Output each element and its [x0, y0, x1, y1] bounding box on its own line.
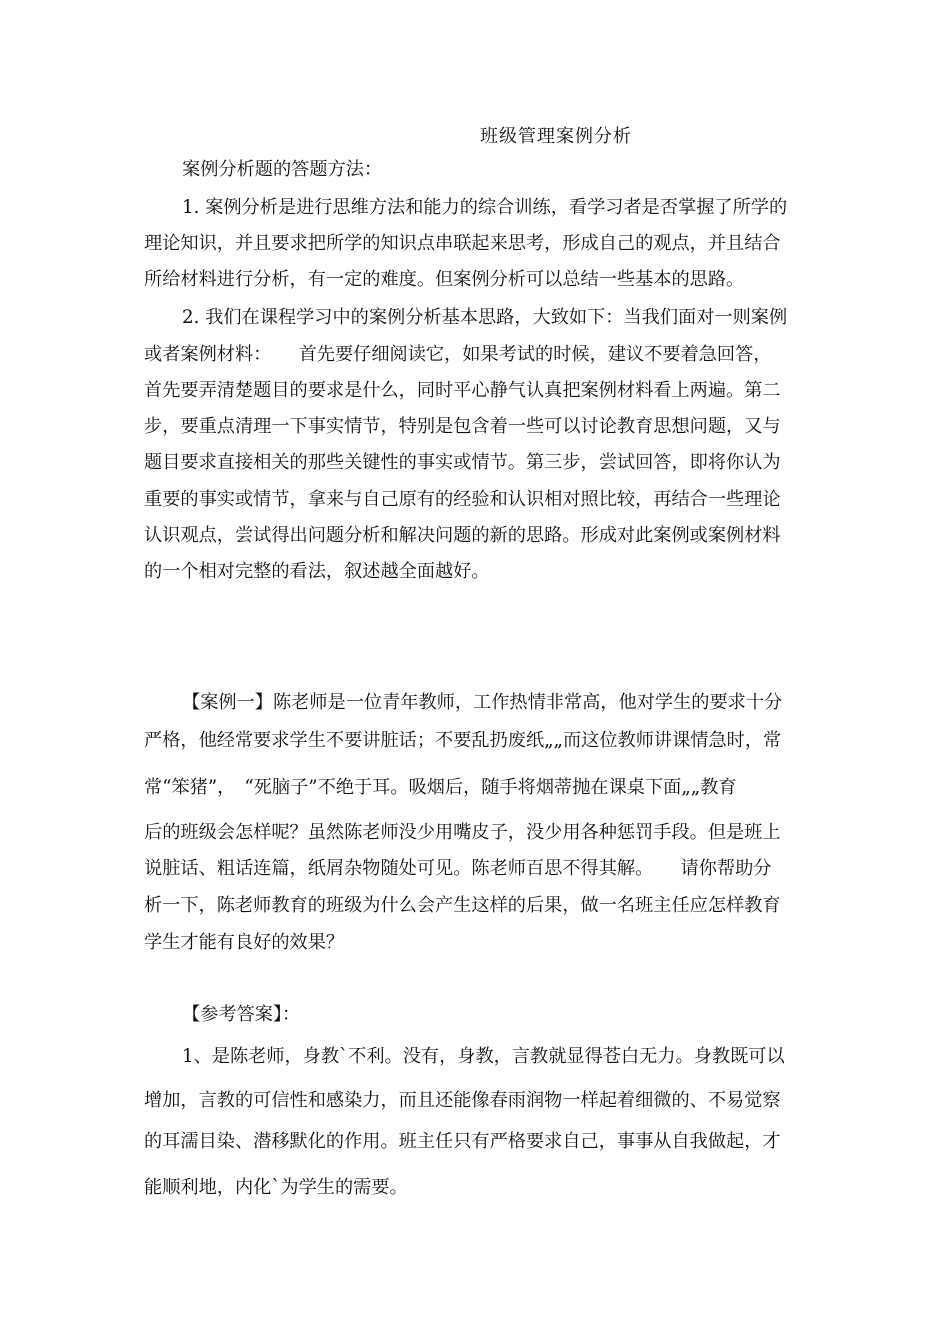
paragraph-2-line: 重要的事实或情节，拿来与自己原有的经验和认识相对照比较，再结合一些理论	[144, 489, 781, 510]
case-1-line: 【案例一】陈老师是一位青年教师，工作热情非常高，他对学生的要求十分	[182, 692, 783, 713]
paragraph-2-line: 步，要重点清理一下事实情节，特别是包含着一些可以讨论教育思想问题，又与	[144, 416, 781, 437]
paragraph-2-line: 或者案例材料： 首先要仔细阅读它，如果考试的时候，建议不要着急回答，	[144, 344, 772, 365]
case-1-line: 学生才能有良好的效果？	[144, 932, 345, 953]
answer-line: 能顺利地，内化`为学生的需要。	[144, 1177, 408, 1198]
document-title: 班级管理案例分析	[480, 126, 632, 147]
paragraph-1-line: 所给材料进行分析，有一定的难度。但案例分析可以总结一些基本的思路。	[144, 269, 745, 290]
answer-line: 的耳濡目染、潜移默化的作用。班主任只有严格要求自己，事事从自我做起，才	[144, 1131, 781, 1152]
case-1-line: 严格，他经常要求学生不要讲脏话；不要乱扔废纸„„而这位教师讲课情急时，常	[144, 730, 782, 751]
answer-line: 1、是陈老师，身教`不利。没有，身教，言教就显得苍白无力。身教既可以	[182, 1046, 785, 1067]
paragraph-2-line: 的一个相对完整的看法，叙述越全面越好。	[144, 561, 490, 582]
answer-heading: 【参考答案】：	[182, 1004, 301, 1025]
paragraph-2-line: 2. 我们在课程学习中的案例分析基本思路，大致如下：当我们面对一则案例	[182, 307, 788, 328]
paragraph-2-line: 首先要弄清楚题目的要求是什么，同时平心静气认真把案例材料看上两遍。第二	[144, 380, 781, 401]
case-1-line: 常“笨猪”， “死脑子”不绝于耳。吸烟后，随手将烟蒂抛在课桌下面„„教育	[144, 777, 737, 798]
case-1-line: 后的班级会怎样呢？虽然陈老师没少用嘴皮子，没少用各种惩罚手段。但是班上	[144, 822, 781, 843]
paragraph-2-line: 认识观点，尝试得出问题分析和解决问题的新的思路。形成对此案例或案例材料	[144, 525, 781, 546]
method-heading: 案例分析题的答题方法：	[182, 159, 383, 180]
paragraph-1-line: 1. 案例分析是进行思维方法和能力的综合训练，看学习者是否掌握了所学的	[182, 197, 788, 218]
paragraph-1-line: 理论知识，并且要求把所学的知识点串联起来思考，形成自己的观点，并且结合	[144, 233, 781, 254]
answer-line: 增加，言教的可信性和感染力，而且还能像春雨润物一样起着细微的、不易觉察	[144, 1090, 781, 1111]
paragraph-2-line: 题目要求直接相关的那些关键性的事实或情节。第三步，尝试回答，即将你认为	[144, 452, 781, 473]
case-1-line: 说脏话、粗话连篇，纸屑杂物随处可见。陈老师百思不得其解。 请你帮助分	[144, 858, 772, 879]
case-1-line: 析一下，陈老师教育的班级为什么会产生这样的后果，做一名班主任应怎样教育	[144, 895, 781, 916]
